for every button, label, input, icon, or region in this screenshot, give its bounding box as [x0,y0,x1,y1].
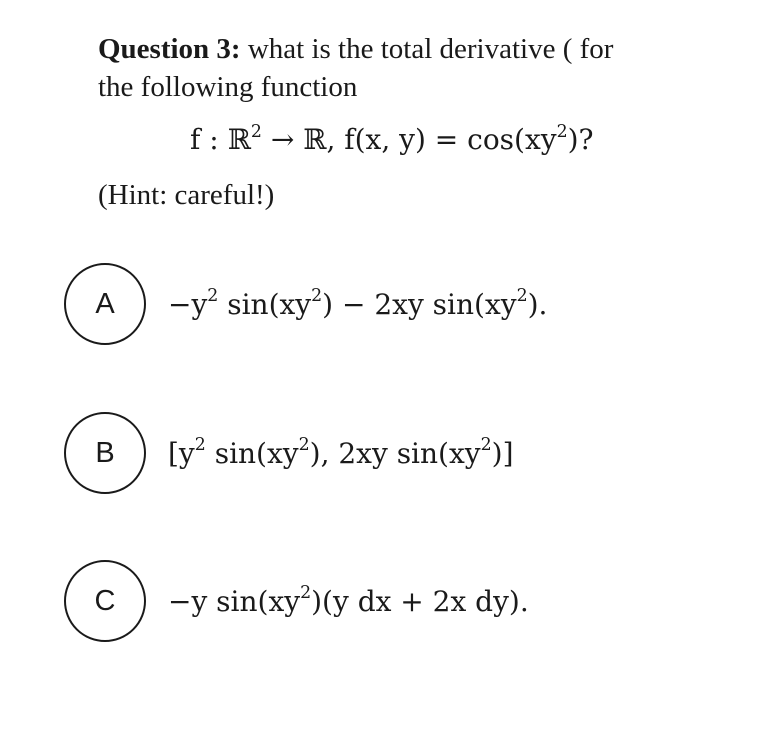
function-formula: f : ℝ$^2$ → ℝ, f(x, $y) = \cos(xy^2)$? [190,121,594,156]
option-b-answer[interactable]: [$y^2$ $\sin(xy^2)$, 2xy $\sin(xy^2)$] [168,435,514,470]
option-a-answer[interactable]: $-y^2$ $\sin(xy^2) - 2xy$ $\sin(xy^2)$. [168,286,548,321]
option-b-circle[interactable]: B [64,412,146,494]
option-b[interactable] [64,411,514,495]
option-c[interactable] [64,559,529,643]
question-label: Question 3: [98,33,241,65]
question-line-2: the following function [98,71,358,103]
option-a-circle[interactable]: A [64,263,146,345]
option-c-circle[interactable]: C [64,560,146,642]
question-text [98,30,718,106]
hint-text: (Hint: careful!) [98,179,275,211]
question-line-1: what is the total derivative ( for [247,33,614,65]
option-c-answer[interactable]: −y $\sin(xy^2)(y$ dx + 2x dy). [168,583,529,618]
option-a[interactable] [64,262,547,346]
